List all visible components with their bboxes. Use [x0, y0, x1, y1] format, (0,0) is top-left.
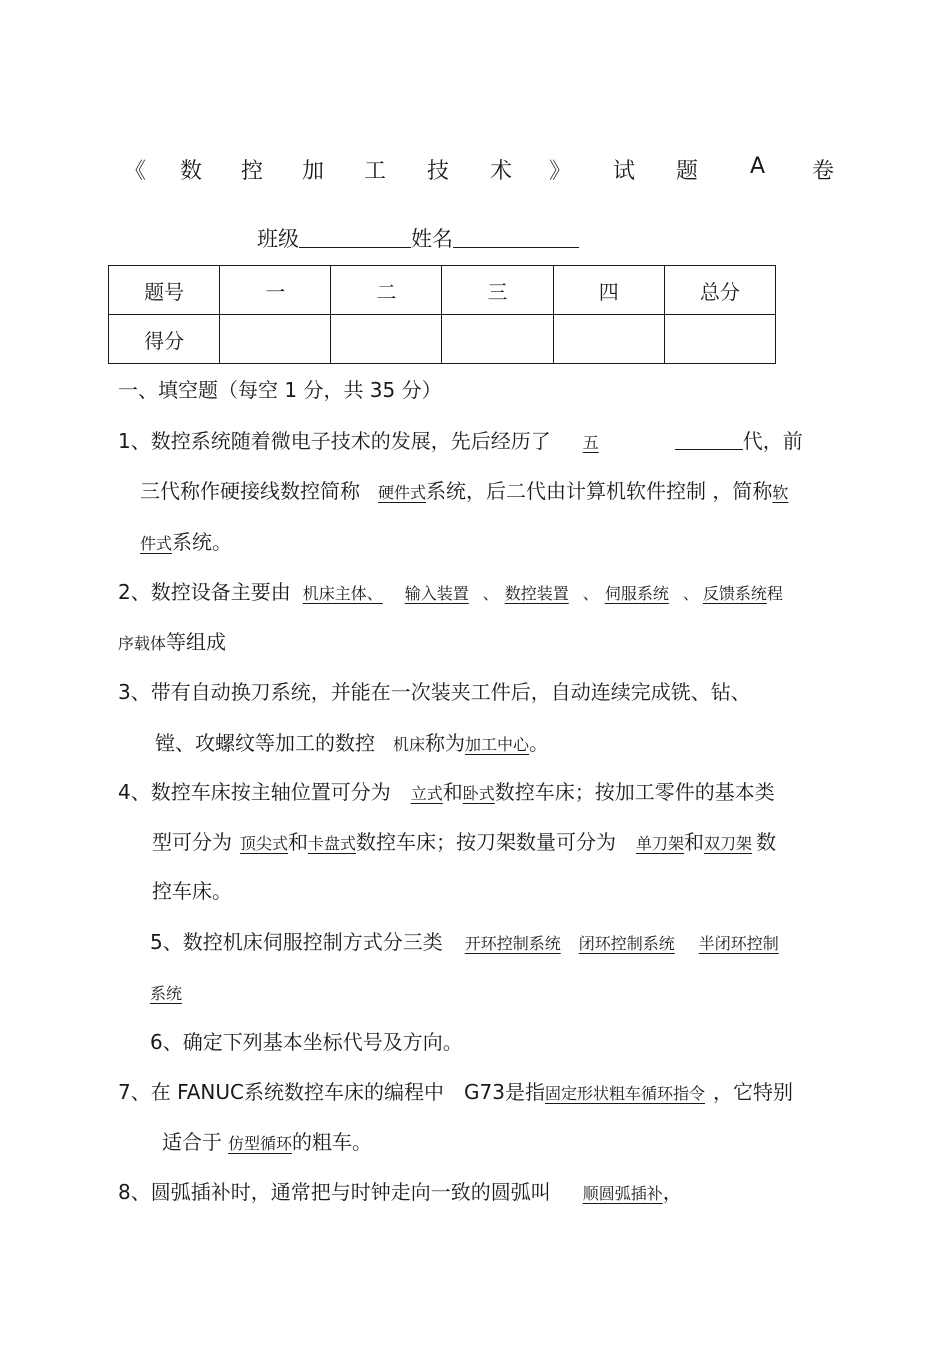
question-text: ， [662, 1180, 683, 1204]
answer-text: 程 [766, 584, 783, 603]
score-cell[interactable] [664, 315, 775, 364]
score-table [108, 265, 776, 364]
answer-text: 闭环控制系统 [578, 934, 675, 953]
question-4-line-1 [118, 780, 775, 806]
title-char: 加 [302, 159, 325, 184]
question-5-line-1 [150, 930, 779, 956]
separator: 、 [482, 584, 499, 603]
answer-text: 仿型循环 [228, 1134, 293, 1153]
answer-text: 开环控制系统 [464, 934, 561, 953]
table-header-cell: 三 [442, 266, 553, 315]
question-7-line-1 [118, 1080, 793, 1106]
question-text: 8、圆弧插补时，通常把与时钟走向一致的圆弧叫 [118, 1180, 551, 1204]
question-text: 系统。 [172, 530, 233, 554]
question-text: 和 [442, 780, 463, 804]
answer-text: 伺服系统 [604, 584, 669, 603]
question-text: 代，前 [742, 429, 803, 453]
class-label: 班级 [257, 227, 299, 251]
table-header-cell: 四 [553, 266, 664, 315]
question-text: 。 [529, 731, 550, 755]
question-text: 和 [684, 830, 705, 854]
question-text: 数控车床；按刀架数量可分为 [356, 830, 617, 854]
separator: 、 [582, 584, 599, 603]
question-text: 5、数控机床伺服控制方式分三类 [150, 930, 443, 954]
answer-text: 立式 [410, 784, 443, 803]
table-header-cell: 二 [331, 266, 442, 315]
question-2-line-1 [118, 580, 783, 606]
question-text: 型可分为 [152, 830, 232, 854]
answer-text: 反馈系统 [702, 584, 767, 603]
question-2-line-2 [118, 630, 226, 656]
answer-text: 固定形状粗车循环指令 [544, 1084, 705, 1103]
table-row [109, 266, 776, 315]
question-3-line-2 [155, 731, 549, 757]
question-5-line-2 [150, 980, 182, 1006]
title-char: 试 [613, 159, 636, 184]
title-char: 题 [676, 159, 699, 184]
score-cell[interactable] [553, 315, 664, 364]
title-char: 工 [364, 159, 387, 184]
question-text: 和 [288, 830, 309, 854]
answer-text: 系统 [150, 984, 183, 1003]
answer-text: 序载体 [118, 634, 167, 653]
question-8-line-1 [118, 1180, 683, 1206]
answer-text: 五 [582, 433, 599, 452]
separator: 、 [682, 584, 699, 603]
section-heading: 一、填空题（每空 1 分，共 35 分） [118, 378, 442, 402]
title-char: 术 [490, 159, 513, 184]
question-1-line-1 [118, 429, 803, 455]
score-cell[interactable] [331, 315, 442, 364]
answer-text: 顺圆弧插补 [582, 1184, 663, 1203]
title-char: A [750, 154, 766, 179]
answer-text: 半闭环控制 [698, 934, 779, 953]
question-3-line-1: 3、带有自动换刀系统，并能在一次装夹工件后，自动连续完成铣、钻、 [118, 680, 751, 704]
name-blank[interactable] [453, 227, 579, 248]
question-text: 镗、攻螺纹等加工的数控 [155, 731, 375, 755]
question-text: 数 [756, 830, 777, 854]
title-char: 》 [549, 159, 572, 184]
class-name-line [257, 227, 579, 251]
answer-text: 机床 [393, 735, 426, 754]
question-text: 的粗车。 [292, 1130, 373, 1154]
table-header-cell: 题号 [109, 266, 220, 315]
answer-text: 数控装置 [504, 584, 569, 603]
answer-text: 双刀架 [704, 834, 753, 853]
question-7-line-2 [162, 1130, 372, 1156]
answer-text: 件式 [140, 534, 173, 553]
title-char: 数 [180, 159, 203, 184]
question-4-line-2 [152, 830, 776, 856]
question-text: 称为 [425, 731, 466, 755]
question-text: 2、数控设备主要由 [118, 580, 291, 604]
question-text: 1、数控系统随着微电子技术的发展，先后经历了 [118, 429, 551, 453]
answer-text: 输入装置 [404, 584, 469, 603]
question-1-line-3 [140, 530, 232, 556]
name-label: 姓名 [411, 227, 453, 251]
score-cell[interactable] [220, 315, 331, 364]
question-text: 适合于 [162, 1130, 222, 1154]
answer-text: 硬件式 [378, 483, 427, 502]
class-blank[interactable] [299, 227, 411, 248]
question-4-line-3: 控车床。 [152, 879, 232, 903]
answer-text: 卧式 [462, 784, 495, 803]
question-text: 等组成 [166, 630, 227, 654]
title-char: 《 [124, 159, 147, 184]
answer-text: 单刀架 [636, 834, 685, 853]
table-row [109, 315, 776, 364]
question-text: 7、在 FANUC系统数控车床的编程中 [118, 1080, 444, 1104]
answer-text: 机床主体、 [302, 584, 383, 603]
title-char: 卷 [812, 159, 835, 184]
question-text: 4、数控车床按主轴位置可分为 [118, 780, 391, 804]
score-cell[interactable] [442, 315, 553, 364]
table-header-cell: 总分 [664, 266, 775, 315]
question-text: ，它特别 [712, 1080, 793, 1104]
answer-text: 软 [772, 483, 789, 502]
question-1-line-2 [140, 479, 788, 505]
question-text: 数控车床；按加工零件的基本类 [494, 780, 775, 804]
question-6: 6、确定下列基本坐标代号及方向。 [150, 1030, 463, 1054]
title-char: 控 [241, 159, 264, 184]
answer-text: 卡盘式 [308, 834, 357, 853]
question-text: G73是指 [464, 1080, 545, 1104]
table-row-label: 得分 [109, 315, 220, 364]
answer-text: 顶尖式 [240, 834, 289, 853]
answer-blank[interactable] [675, 429, 743, 450]
question-text: 系统，后二代由计算机软件控制 ，简称 [426, 479, 773, 503]
title-char: 技 [427, 159, 450, 184]
table-header-cell: 一 [220, 266, 331, 315]
question-text: 三代称作硬接线数控简称 [140, 479, 360, 503]
answer-text: 加工中心 [465, 735, 530, 754]
